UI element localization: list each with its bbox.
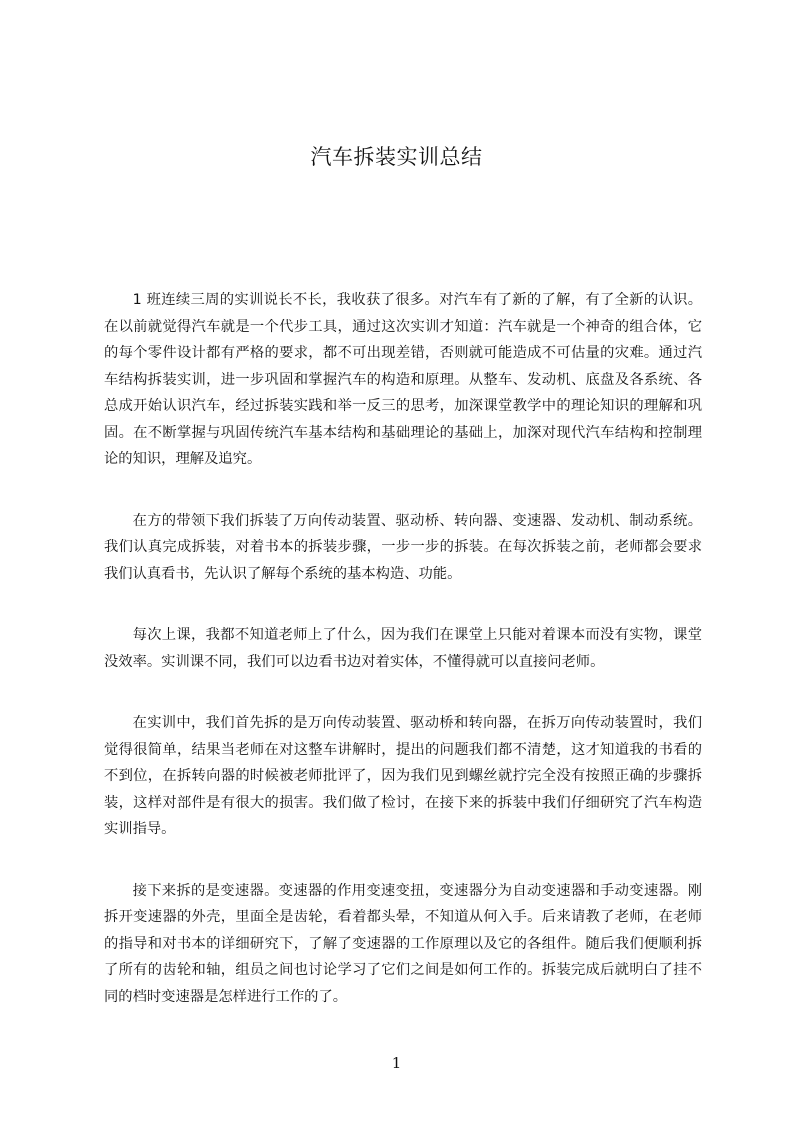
document-body [104,287,702,1045]
document-title: 汽车拆装实训总结 [310,145,483,169]
paragraph-2: 在方的带领下我们拆装了万向传动装置、驱动桥、转向器、变速器、发动机、制动系统。我们认真完成拆装，对着书本的拆装步骤，一步一步的拆装。在每次拆装之前，老师都会要求我们认真看书，先认识了解每个系统的基本构造、功能。 [104,512,702,582]
paragraph-3: 每次上课，我都不知道老师上了什么，因为我们在课堂上只能对着课本而没有实物，课堂没效率。实训课不同，我们可以边看书边对着实体，不懂得就可以直接问老师。 [104,627,702,670]
paragraph-4: 在实训中，我们首先拆的是万向传动装置、驱动桥和转向器，在拆万向传动装置时，我们觉得很简单，结果当老师在对这整车讲解时，提出的问题我们都不清楚，这才知道我的书看的不到位，在拆转向器的时候被老师批评了，因为我们见到螺丝就拧完全没有按照正确的步骤拆装，这样对部件是有很大的损害。我们做了检讨，在接下来的拆装中我们仔细研究了汽车构造实训指导。 [104,715,702,837]
page-number: 1 [391,1054,402,1072]
paragraph-5: 接下来拆的是变速器。变速器的作用变速变扭，变速器分为自动变速器和手动变速器。刚拆开变速器的外壳，里面全是齿轮，看着都头晕，不知道从何入手。后来请教了老师，在老师的指导和对书本的详细研究下，了解了变速器的工作原理以及它的各组件。随后我们便顺利拆了所有的齿轮和轴，组员之间也讨论学习了它们之间是如何工作的。拆装完成后就明白了挂不同的档时变速器是怎样进行工作的了。 [104,882,702,1005]
paragraph-1: 1 班连续三周的实训说长不长，我收获了很多。对汽车有了新的了解，有了全新的认识。在以前就觉得汽车就是一个代步工具，通过这次实训才知道：汽车就是一个神奇的组合体，它的每个零件设计都有严格的要求，都不可出现差错，否则就可能造成不可估量的灾难。通过汽车结构拆装实训，进一步巩固和掌握汽车的构造和原理。从整车、发动机、底盘及各系统、各总成开始认识汽车，经过拆装实践和举一反三的思考，加深课堂教学中的理论知识的理解和巩固。在不断掌握与巩固传统汽车基本结构和基础理论的基础上，加深对现代汽车结构和控制理论的知识，理解及追究。 [104,292,702,467]
